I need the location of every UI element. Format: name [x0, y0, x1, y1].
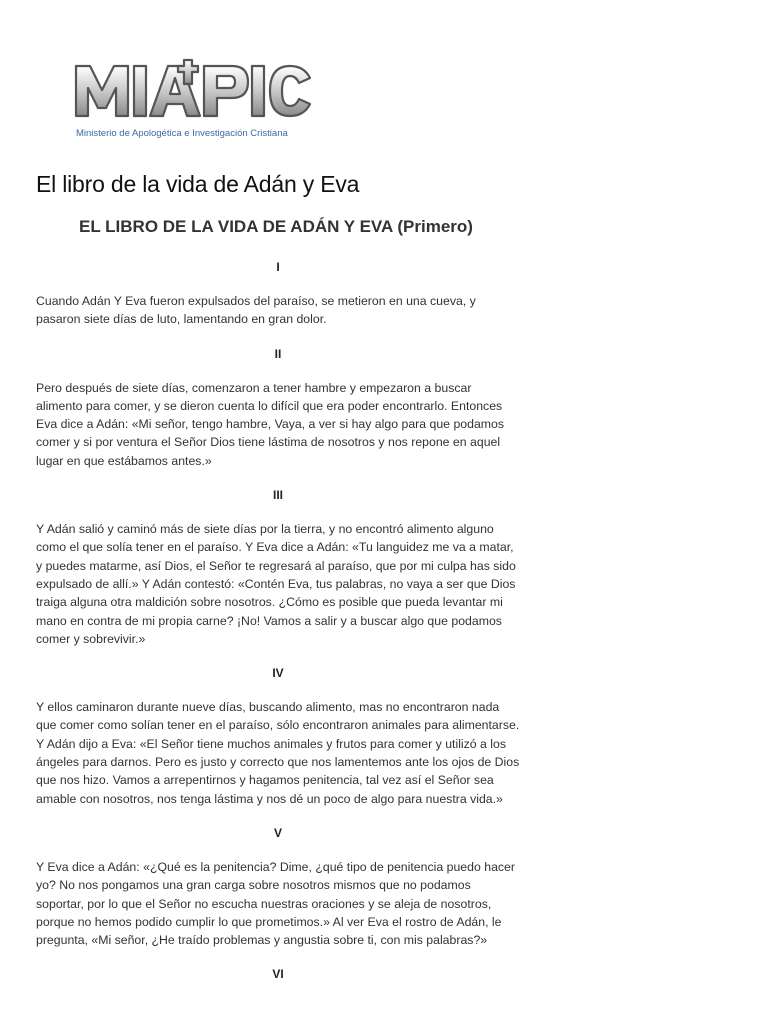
section-numeral: V — [273, 825, 282, 840]
section-paragraph: Y Eva dice a Adán: «¿Qué es la penitencia? Dime, ¿qué tipo de penitencia puedo hacer yo? No nos pongamos una gran carga sobre nosotros mismos que no podamos soportar, por lo que el Señor no escucha nuestras oraciones y se aleja de nosotros, porque no hemos podido cumplir lo que prometimos.» Al ver Eva el rostro de Adán, le pregunta, «Mi señor, ¿He traído problemas y angustia sobre ti, con mis palabras?» — [36, 859, 515, 948]
section-numeral: II — [274, 346, 282, 361]
miapic-logo — [68, 56, 318, 148]
section-paragraph: Pero después de siete días, comenzaron a tener hambre y empezaron a buscar alimento para comer, y se dieron cuenta lo difícil que era poder encontrarlo. Entonces Eva dice a Adán: «Mi señor, tengo hambre, Vaya, a ver si hay algo para que podamos comer y si por ventura el Señor Dios tiene lástima de nosotros y nos repone en aquel lugar en que estábamos antes.» — [36, 380, 505, 468]
section-paragraph: Y Adán salió y caminó más de siete días por la tierra, y no encontró alimento alguno como el que solía tener en el paraíso. Y Eva dice a Adán: «Tu languidez me va a matar, y puedes matarme, así Dios, el Señor te regresará al paraíso, que por mi culpa has sido expulsado de allí.» Y Adán contestó: «Contén Eva, tus palabras, no vaya a ser que Dios traiga alguna otra maldición sobre nosotros. ¿Cómo es posible que pueda levantar mi mano en contra de mi propia carne? ¡No! Vamos a salir y a buscar algo que podamos comer y sobrevivir.» — [36, 522, 516, 646]
section-numeral: VI — [272, 967, 284, 982]
subtitle-paren: (Primero) — [397, 217, 473, 236]
section-numeral: IV — [272, 666, 284, 681]
document-body — [36, 258, 520, 983]
section-paragraph: Y ellos caminaron durante nueve días, buscando alimento, mas no encontraron nada que comer como solían tener en el paraíso, sólo encontraron animales para alimentarse. Y Adán dijo a Eva: «El Señor tiene muchos animales y frutos para comer y utilizó a los ángeles para darnos. Pero es justo y correcto que nos lamentemos ante los ojos de Dios que nos hizo. Vamos a arrepentirnos y hagamos penitencia, tal vez así el Señor sea amable con nosotros, nos tenga lástima y nos dé un poco de algo para nuestra vida.» — [36, 700, 520, 806]
section-paragraph: Cuando Adán Y Eva fueron expulsados del paraíso, se metieron en una cueva, y pasaron siete días de luto, lamentando en gran dolor. — [36, 294, 476, 327]
section-numeral: III — [272, 488, 283, 503]
miapic-wordmark — [68, 56, 318, 126]
book-subtitle — [36, 217, 516, 237]
logo-tagline: Ministerio de Apologética e Investigación Cristiana — [76, 128, 288, 139]
subtitle-main: EL LIBRO DE LA VIDA DE ADÁN Y EVA — [79, 217, 393, 236]
document-title: El libro de la vida de Adán y Eva — [36, 171, 360, 197]
section-numeral: I — [276, 260, 280, 274]
